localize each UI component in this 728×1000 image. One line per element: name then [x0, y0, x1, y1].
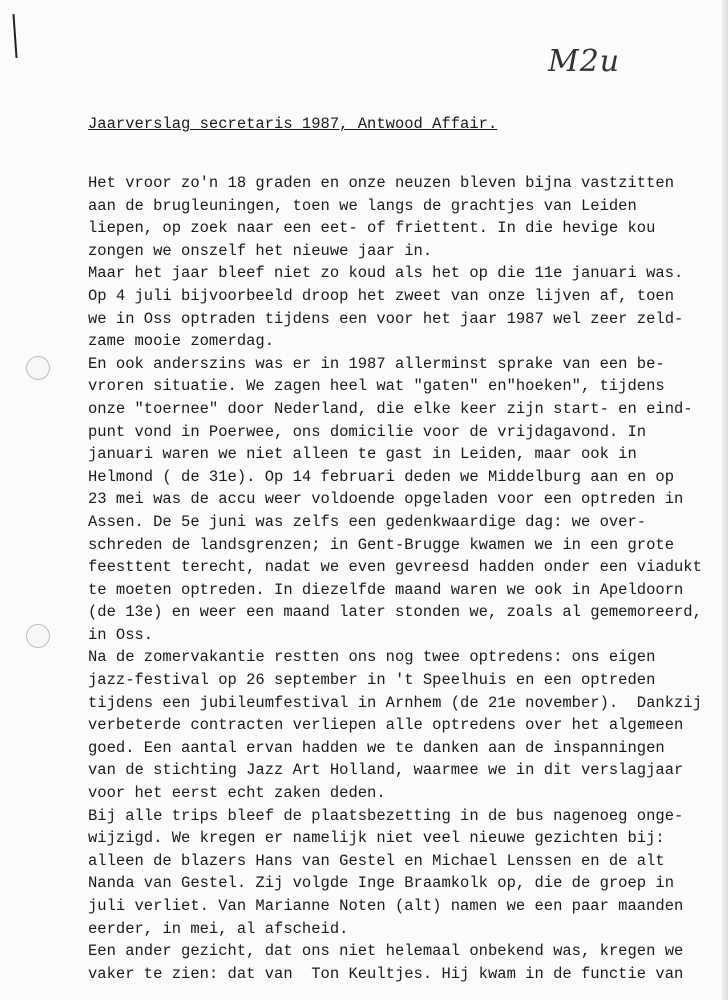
punch-hole-top [26, 356, 50, 380]
punch-hole-bottom [26, 624, 50, 648]
text-line: vroren situatie. We zagen heel wat "gaten" en"hoeken", tijdens [88, 377, 665, 396]
pen-mark [12, 14, 17, 58]
text-line: Maar het jaar bleef niet zo koud als het op die 11e januari was. [88, 264, 684, 283]
text-line: we in Oss optraden tijdens een voor het jaar 1987 wel zeer zeld- [88, 309, 684, 328]
text-line: te moeten optreden. In diezelfde maand waren we ook in Apeldoorn [88, 580, 684, 599]
text-line: juli verliet. Van Marianne Noten (alt) namen we een paar maanden [88, 897, 684, 915]
text-line: januari waren we niet alleen te gast in Leiden, maar ook in [88, 445, 637, 464]
text-line: jazz-festival op 26 september in 't Speelhuis en een optreden [88, 671, 656, 690]
text-line: goed. Een aantal ervan hadden we te danken aan de inspanningen [88, 738, 665, 757]
text-line: Het vroor zo'n 18 graden en onze neuzen bleven bijna vastzitten [88, 174, 674, 192]
text-line: Helmond ( de 31e). Op 14 februari deden we Middelburg aan en op [88, 467, 674, 486]
report-body [88, 172, 702, 985]
text-line: onze "toernee" door Nederland, die elke keer zijn start- en eind- [88, 399, 693, 418]
text-line: zongen we onszelf het nieuwe jaar in. [88, 241, 433, 260]
text-line: Assen. De 5e juni was zelfs een gedenkwaardige dag: we over- [88, 512, 647, 531]
text-line: verbeterde contracten verliepen alle optredens over het algemeen [88, 716, 684, 735]
text-line: liepen, op zoek naar een eet- of friettent. In die hevige kou [88, 219, 656, 238]
text-line: eerder, in mei, al afscheid. [88, 919, 349, 938]
handwritten-note: M2u [548, 44, 621, 79]
text-line: vaker te zien: dat van Ton Keultjes. Hij kwam in de functie van [88, 964, 684, 983]
text-line: in Oss. [88, 625, 154, 644]
text-line: tijdens een jubileumfestival in Arnhem (de 21e november). Dankzij [88, 693, 702, 712]
text-line: feesttent terecht, nadat we even gevreesd hadden onder een viadukt [88, 558, 702, 577]
text-line: wijzigd. We kregen er namelijk niet veel nieuwe gezichten bij: [88, 829, 665, 848]
text-line: schreden de landsgrenzen; in Gent-Brugge kwamen we in een grote [88, 535, 674, 554]
text-line: van de stichting Jazz Art Holland, waarmee we in dit verslagjaar [88, 761, 684, 780]
page-edge-shadow [722, 0, 728, 1000]
text-line: punt vond in Poerwee, ons domicilie voor de vrijdagavond. In [88, 422, 647, 441]
text-line: En ook anderszins was er in 1987 allerminst sprake van een be- [88, 354, 665, 373]
text-line: Nanda van Gestel. Zij volgde Inge Braamkolk op, die de groep in [88, 874, 674, 893]
text-line: (de 13e) en weer een maand later stonden we, zoals al gememoreerd, [88, 603, 702, 622]
text-line: alleen de blazers Hans van Gestel en Michael Lenssen en de alt [88, 851, 665, 870]
text-line: Op 4 juli bijvoorbeeld droop het zweet van onze lijven af, toen [88, 286, 674, 305]
text-line: voor het eerst echt zaken deden. [88, 784, 386, 803]
text-line: Bij alle trips bleef de plaatsbezetting in de bus nagenoeg onge- [88, 806, 684, 825]
text-line: aan de brugleuningen, toen we langs de grachtjes van Leiden [88, 196, 637, 215]
text-line: zame mooie zomerdag. [88, 332, 275, 351]
document-title: Jaarverslag secretaris 1987, Antwood Affair. [88, 115, 498, 133]
text-line: Een ander gezicht, dat ons niet helemaal onbekend was, kregen we [88, 942, 684, 961]
text-line: 23 mei was de accu weer voldoende opgeladen voor een optreden in [88, 490, 684, 509]
text-line: Na de zomervakantie restten ons nog twee optredens: ons eigen [88, 648, 656, 667]
